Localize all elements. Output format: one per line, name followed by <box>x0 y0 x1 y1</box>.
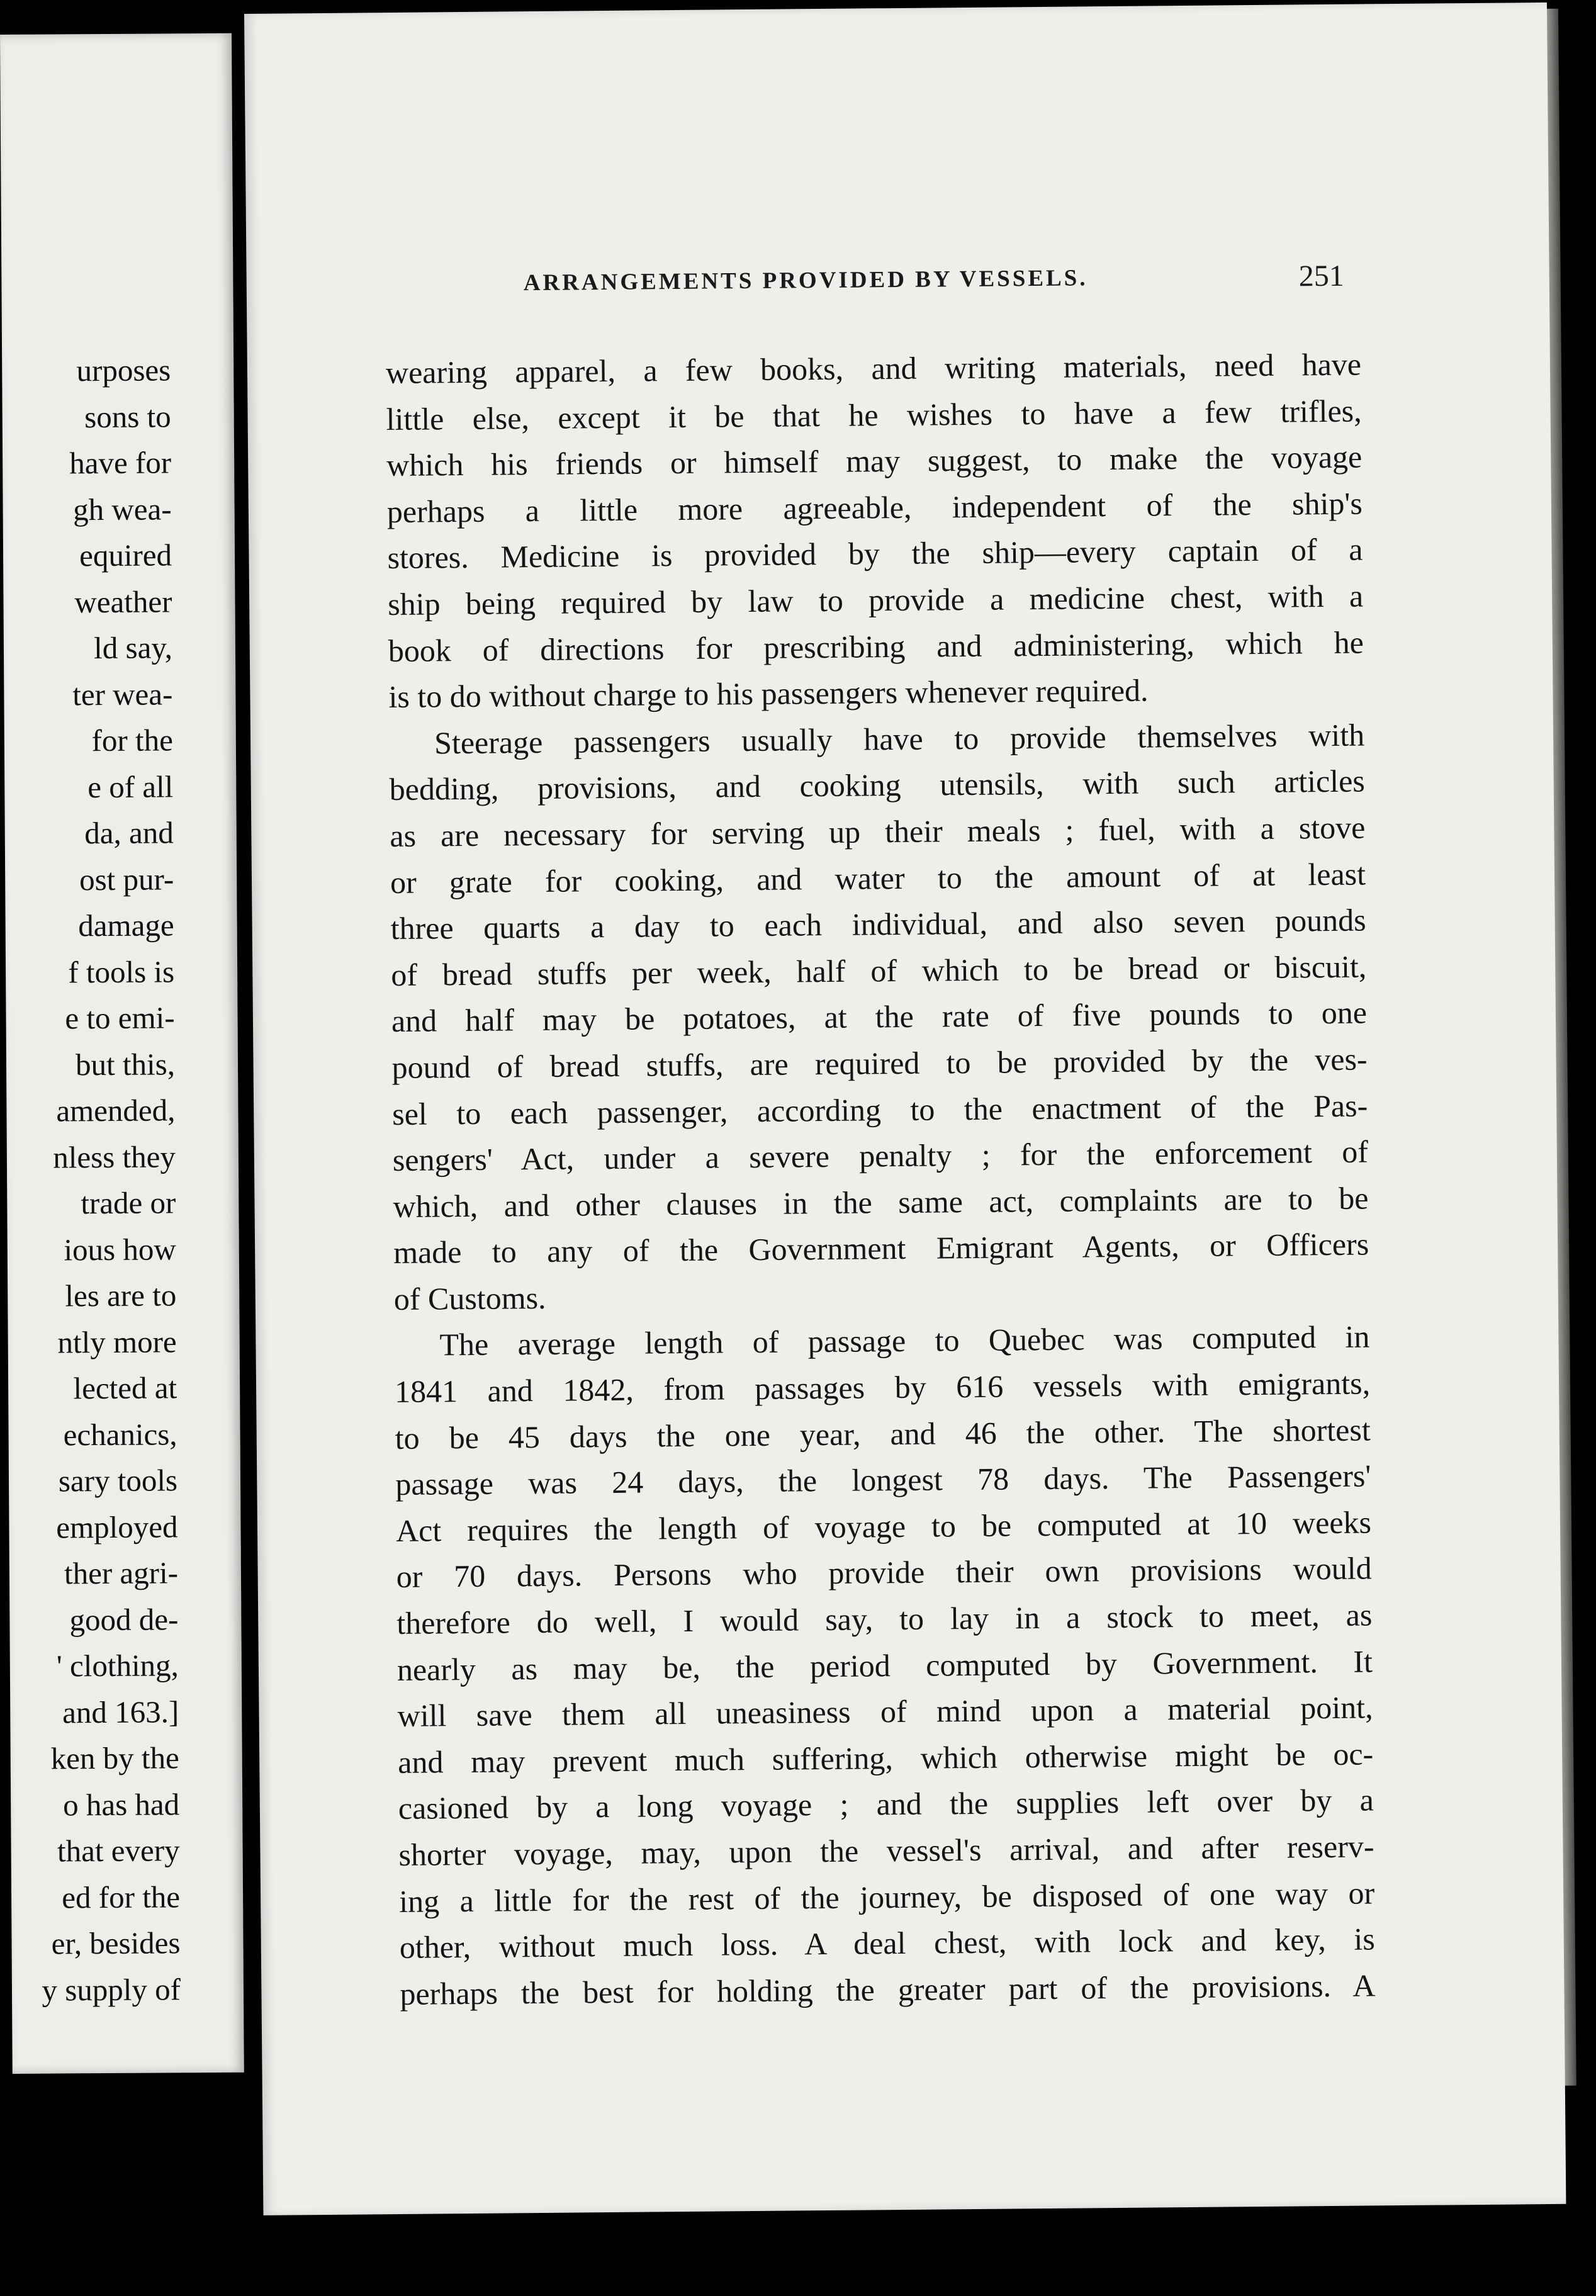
previous-page-line: ther agri- <box>64 1555 179 1591</box>
previous-page-line: da, and <box>84 815 174 851</box>
text-line: Act requires the length of voyage to be computed at 10 weeks <box>395 1504 1372 1548</box>
previous-page-line: weather <box>74 583 172 619</box>
running-head <box>523 259 1344 307</box>
previous-page-line: urposes <box>76 352 171 388</box>
previous-page-line: damage <box>78 908 174 943</box>
previous-page-line: that every <box>57 1833 180 1869</box>
text-line: nearly as may be, the period computed by Government. It <box>396 1643 1373 1687</box>
text-line: therefore do well, I would say, to lay in a stock to meet, as <box>396 1597 1373 1641</box>
text-line: sel to each passenger, according to the enactment of the Pas- <box>392 1087 1368 1132</box>
previous-page-line: ken by the <box>50 1740 179 1776</box>
previous-page-line: gh wea- <box>72 491 172 527</box>
previous-page-line: ed for the <box>62 1879 181 1915</box>
previous-page-line: good de- <box>69 1601 179 1637</box>
previous-page-line: er, besides <box>51 1925 181 1961</box>
previous-page-line: les are to <box>65 1278 177 1314</box>
previous-page-fragment <box>0 33 244 2074</box>
text-line: bedding, provisions, and cooking utensils, with such articles <box>389 763 1365 808</box>
book-page <box>244 3 1566 2215</box>
text-line: or grate for cooking, and water to the amount of at least <box>390 856 1366 900</box>
previous-page-line: e to emi- <box>65 1000 175 1036</box>
text-line: as are necessary for serving up their meals ; fuel, with a stove <box>390 809 1366 853</box>
text-line: and half may be potatoes, at the rate of five pounds to one <box>391 994 1368 1039</box>
page-number: 251 <box>1298 259 1344 293</box>
text-line: of Customs. <box>393 1280 546 1317</box>
previous-page-line: echanics, <box>63 1416 177 1452</box>
text-line: which his friends or himself may suggest, to make the voyage <box>386 439 1363 483</box>
paragraph-start-line: Steerage passengers usually have to provide themselves with <box>434 717 1365 761</box>
previous-page-line: ost pur- <box>79 861 174 897</box>
previous-page-line: sons to <box>84 398 171 434</box>
previous-page-line: ntly more <box>57 1324 177 1359</box>
text-line: stores. Medicine is provided by the ship—every captain of a <box>387 531 1363 576</box>
text-line: pound of bread stuffs, are required to be provided by the ves- <box>391 1041 1368 1085</box>
text-line: is to do without charge to his passengers whenever required. <box>388 672 1149 715</box>
previous-page-line: e of all <box>87 768 174 804</box>
text-line: which, and other clauses in the same act, complaints are to be <box>393 1180 1369 1224</box>
previous-page-line: ' clothing, <box>56 1648 179 1684</box>
text-line: passage was 24 days, the longest 78 days. The Passengers' <box>395 1458 1371 1502</box>
text-line: 1841 and 1842, from passages by 616 vessels with emigrants, <box>394 1365 1371 1410</box>
previous-page-line: trade or <box>81 1185 176 1221</box>
text-line: shorter voyage, may, upon the vessel's arrival, and after reserv- <box>398 1828 1374 1872</box>
previous-page-line: y supply of <box>42 1971 181 2008</box>
previous-page-text <box>0 347 181 2013</box>
text-line: and may prevent much suffering, which otherwise might be oc- <box>398 1736 1374 1780</box>
page-body-text <box>386 342 1376 2018</box>
text-line: little else, except it be that he wishes to have a few trifles, <box>386 393 1362 437</box>
text-line: perhaps a little more agreeable, independent of the ship's <box>386 485 1363 529</box>
previous-page-line: equired <box>79 537 172 573</box>
text-line: ship being required by law to provide a medicine chest, with a <box>387 578 1364 622</box>
text-line: to be 45 days the one year, and 46 the other. The shortest <box>395 1412 1371 1456</box>
text-line: or 70 days. Persons who provide their own provisions would <box>396 1550 1372 1595</box>
text-line: book of directions for prescribing and administering, which he <box>388 624 1364 668</box>
previous-page-line: o has had <box>62 1786 180 1822</box>
previous-page-line: ter wea- <box>72 676 173 712</box>
previous-page-line: ld say, <box>94 630 173 666</box>
previous-page-line: but this, <box>75 1046 176 1082</box>
text-line: ing a little for the rest of the journey, be disposed of one way or <box>398 1875 1375 1919</box>
text-line: three quarts a day to each individual, and also seven pounds <box>390 902 1366 947</box>
text-line: casioned by a long voyage ; and the supplies left over by a <box>398 1782 1374 1826</box>
previous-page-line: amended, <box>56 1093 176 1128</box>
paragraph-start-line: The average length of passage to Quebec was computed in <box>439 1319 1370 1363</box>
previous-page-line: lected at <box>73 1370 177 1406</box>
text-line: made to any of the Government Emigrant Agents, or Officers <box>393 1226 1369 1271</box>
text-line: sengers' Act, under a severe penalty ; for the enforcement of <box>392 1134 1369 1178</box>
previous-page-line: f tools is <box>68 954 175 989</box>
text-line: other, without much loss. A deal chest, with lock and key, is <box>399 1921 1376 1966</box>
previous-page-line: ious how <box>64 1231 176 1267</box>
text-line: will save them all uneasiness of mind upon a material point, <box>397 1689 1373 1734</box>
previous-page-line: and 163.] <box>62 1694 179 1730</box>
previous-page-line: nless they <box>53 1139 176 1175</box>
text-line: of bread stuffs per week, half of which to be bread or biscuit, <box>391 948 1367 993</box>
previous-page-line: for the <box>91 723 174 758</box>
text-line: perhaps the best for holding the greater part of the provisions. A <box>400 1967 1376 2012</box>
running-title: ARRANGEMENTS PROVIDED BY VESSELS. <box>523 265 1088 296</box>
previous-page-line: sary tools <box>58 1463 178 1499</box>
previous-page-line: employed <box>56 1509 178 1545</box>
previous-page-line: have for <box>69 445 172 481</box>
text-line: wearing apparel, a few books, and writing materials, need have <box>385 346 1362 391</box>
